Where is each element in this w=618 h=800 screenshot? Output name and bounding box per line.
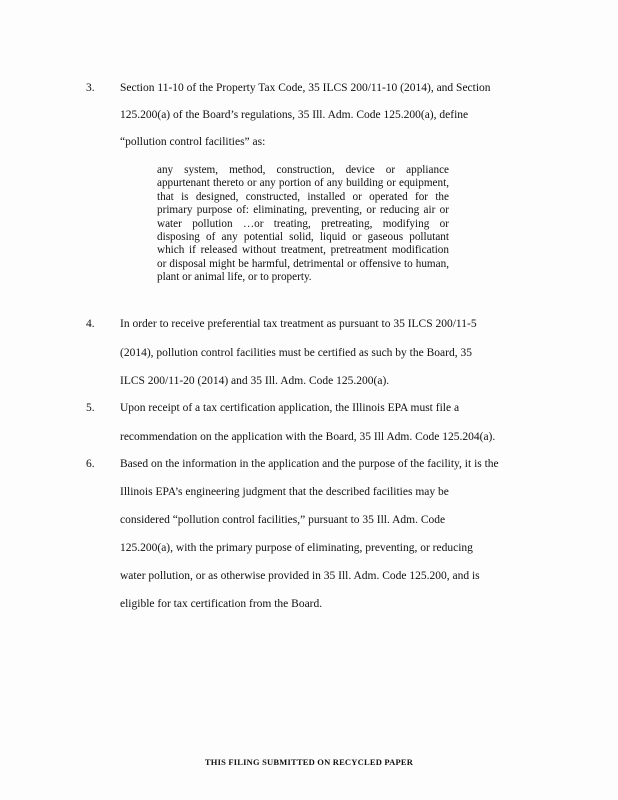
paragraph-line: Illinois EPA’s engineering judgment that the described facilities may be — [120, 486, 449, 498]
paragraph-number: 3. — [86, 82, 95, 94]
paragraph-line: Section 11-10 of the Property Tax Code, 35 ILCS 200/11-10 (2014), and Section — [120, 82, 491, 94]
paragraph-line: (2014), pollution control facilities must be certified as such by the Board, 35 — [120, 347, 472, 359]
paragraph-number: 5. — [86, 402, 95, 414]
block-quote: any system, method, construction, device or appliance appurtenant thereto or any portion of any building or equipment, that is designed, constructed, installed or operated for the primary purpose of: eliminating, preventing, or reducing air or water pollution …or treating, pretreating, modifying or disposing of any potential solid, liquid or gaseous pollutant which if released without treatment, pretreatment modification or disposal might be harmful, detrimental or offensive to human, plant or animal life, or to property. — [157, 164, 449, 284]
paragraph-line: 125.200(a), with the primary purpose of eliminating, preventing, or reducing — [120, 542, 473, 554]
paragraph-number: 4. — [86, 318, 95, 330]
paragraph-line: recommendation on the application with the Board, 35 Ill Adm. Code 125.204(a). — [120, 431, 496, 443]
paragraph-line: Based on the information in the application and the purpose of the facility, it is the — [120, 458, 499, 470]
paragraph-line: 125.200(a) of the Board’s regulations, 35 Ill. Adm. Code 125.200(a), define — [120, 109, 469, 121]
paragraph-line: Upon receipt of a tax certification application, the Illinois EPA must file a — [120, 402, 460, 414]
paragraph-number: 6. — [86, 458, 95, 470]
paragraph-line: water pollution, or as otherwise provided in 35 Ill. Adm. Code 125.200, and is — [120, 570, 480, 582]
paragraph-line: eligible for tax certification from the Board. — [120, 598, 323, 610]
recycled-paper-footer: THIS FILING SUBMITTED ON RECYCLED PAPER — [204, 757, 414, 767]
paragraph-line: considered “pollution control facilities,” pursuant to 35 Ill. Adm. Code — [120, 514, 446, 526]
paragraph-line: ILCS 200/11-20 (2014) and 35 Ill. Adm. Code 125.200(a). — [120, 375, 390, 387]
paragraph-line: “pollution control facilities” as: — [120, 136, 266, 148]
paragraph-line: In order to receive preferential tax treatment as pursuant to 35 ILCS 200/11-5 — [120, 318, 477, 330]
